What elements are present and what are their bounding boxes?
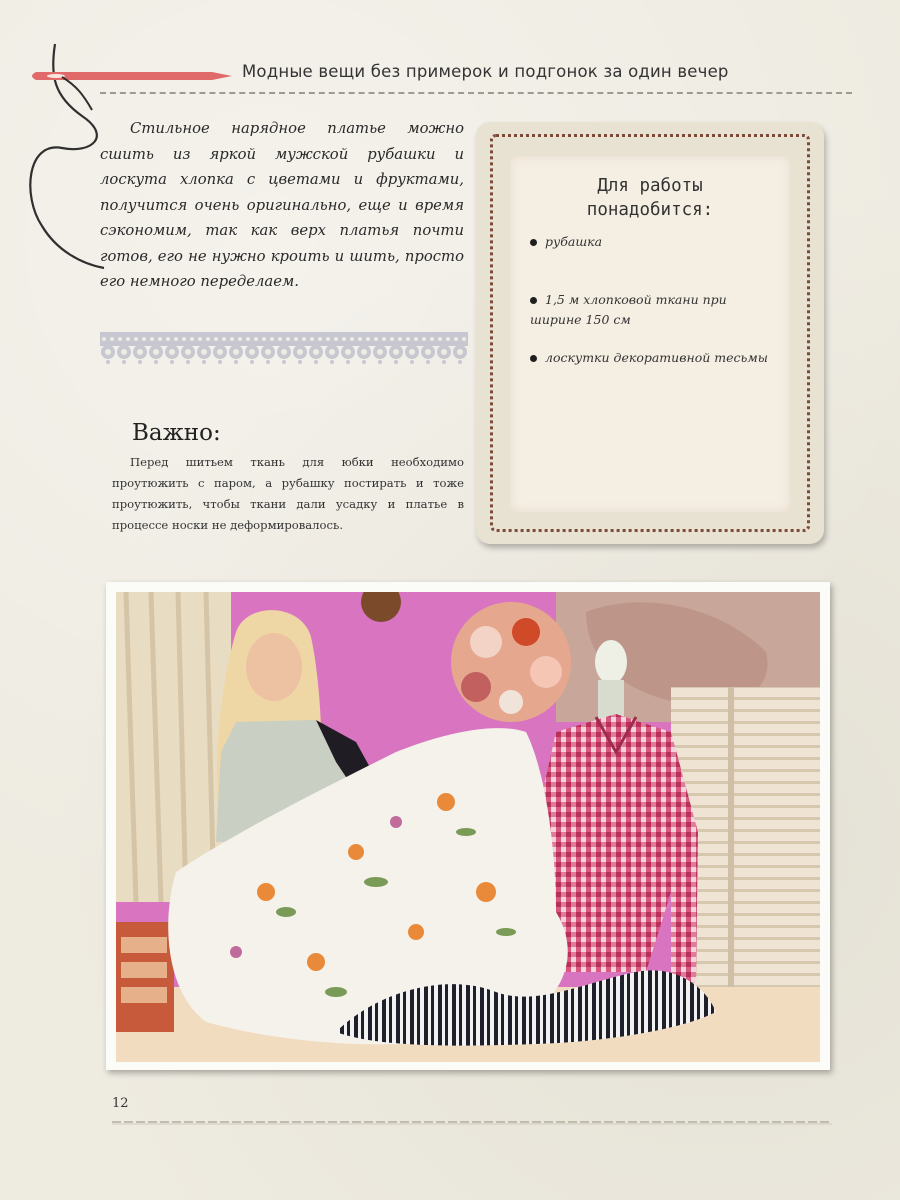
- running-header: Модные вещи без примерок и подгонок за один вечер: [242, 62, 729, 81]
- lace-divider: [100, 332, 468, 366]
- bullet-icon: [530, 239, 537, 246]
- footer-stitched-rule: [112, 1118, 832, 1126]
- important-paragraph: Перед шитьем ткань для юбки необходимо проутюжить с паром, а рубашку постирать и тоже проутюжить, чтобы ткани дали усадку и платье в процессе носки не деформировалось.: [112, 455, 464, 532]
- page-number: 12: [112, 1096, 129, 1111]
- materials-item: лоскутки декоративной тесьмы: [530, 348, 770, 368]
- materials-title: Для работы понадобится:: [586, 176, 714, 220]
- important-heading: Важно:: [132, 420, 221, 446]
- materials-item: рубашка: [530, 232, 770, 252]
- photo-frame: [106, 582, 830, 1070]
- bullet-icon: [530, 355, 537, 362]
- intro-paragraph: Стильное нарядное платье можно сшить из яркой мужской рубашки и лоскута хлопка с цветами и фруктами, получится очень оригинально, еще и время сэкономим, так как верх платья почти готов, его не нужно кроить и шить, просто его немного переделаем.: [100, 120, 464, 290]
- bullet-icon: [530, 297, 537, 304]
- materials-card: [476, 122, 824, 544]
- materials-item: 1,5 м хлопковой ткани при ширине 150 см: [530, 292, 727, 327]
- materials-card-inner: [510, 156, 790, 512]
- header-dashed-rule: [100, 92, 852, 94]
- sewing-photo: [116, 592, 820, 1062]
